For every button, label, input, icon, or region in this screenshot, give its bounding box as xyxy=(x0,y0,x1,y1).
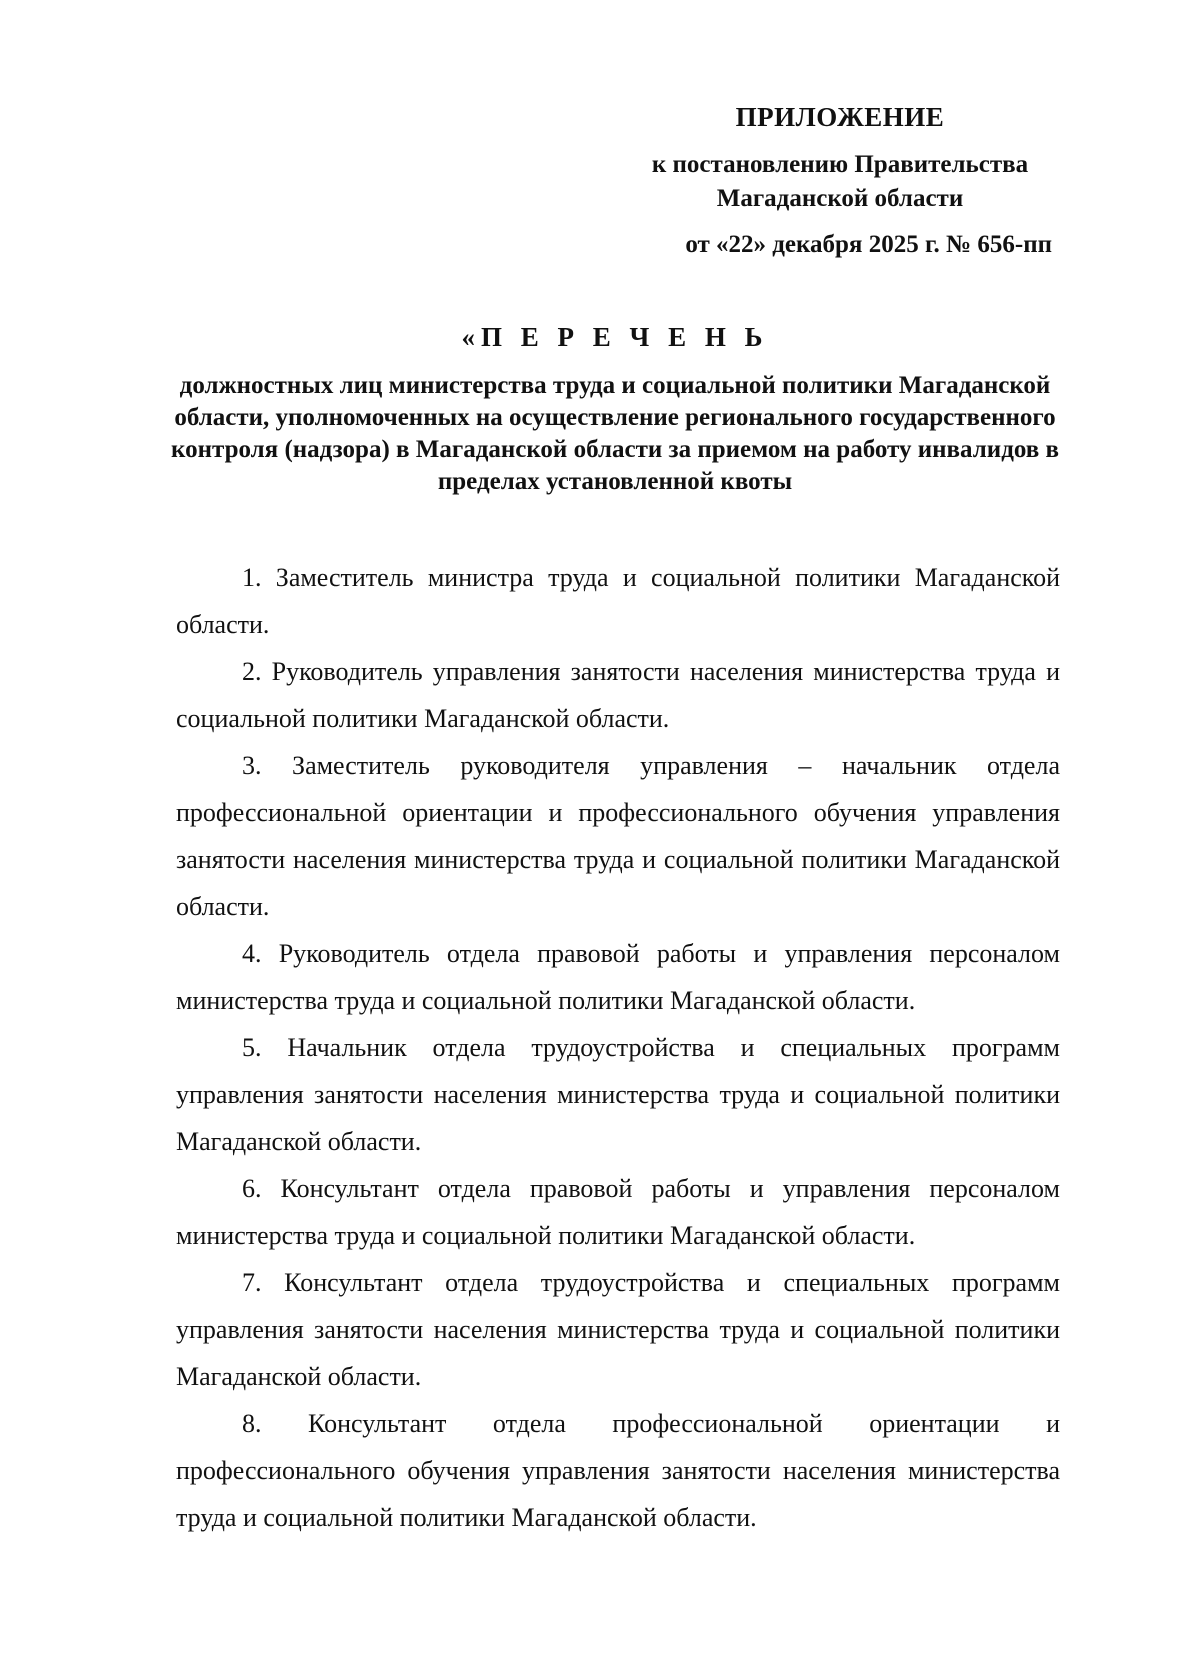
document-heading: «П Е Р Е Ч Е Н Ь xyxy=(461,322,769,352)
appendix-reference: к постановлению Правительства Магаданской области xyxy=(651,151,1029,212)
list-item: 3. Заместитель руководителя управления – начальник отдела профессиональной ориентации и профессионального обучения управления занятости населения министерства труда и социальной политики Магаданской области. xyxy=(176,751,1060,921)
list-item: 6. Консультант отдела правовой работы и управления персоналом министерства труда и социальной политики Магаданской области. xyxy=(176,1174,1060,1250)
document-title-block xyxy=(170,318,1060,498)
list-item: 4. Руководитель отдела правовой работы и управления персоналом министерства труда и социальной политики Магаданской области. xyxy=(176,939,1060,1015)
list-item: 2. Руководитель управления занятости населения министерства труда и социальной политики Магаданской области. xyxy=(176,657,1060,733)
list-item: 1. Заместитель министра труда и социальной политики Магаданской области. xyxy=(176,563,1060,639)
list-item: 7. Консультант отдела трудоустройства и специальных программ управления занятости населения министерства труда и социальной политики Магаданской области. xyxy=(176,1268,1060,1391)
list-item: 5. Начальник отдела трудоустройства и специальных программ управления занятости населения министерства труда и социальной политики Магаданской области. xyxy=(176,1033,1060,1156)
appendix-date-line: от «22» декабря 2025 г. № 656-пп xyxy=(685,231,1052,258)
appendix-title: ПРИЛОЖЕНИЕ xyxy=(735,102,945,132)
document-subtitle: должностных лиц министерства труда и социальной политики Магаданской области, уполномоченных на осуществление регионального государственного контроля (надзора) в Магаданской области за приемом на работу инвалидов в пределах установленной квоты xyxy=(171,372,1059,495)
appendix-header xyxy=(620,100,1060,262)
officials-list xyxy=(176,554,1060,1541)
list-item: 8. Консультант отдела профессиональной ориентации и профессионального обучения управления занятости населения министерства труда и социальной политики Магаданской области. xyxy=(176,1409,1060,1532)
